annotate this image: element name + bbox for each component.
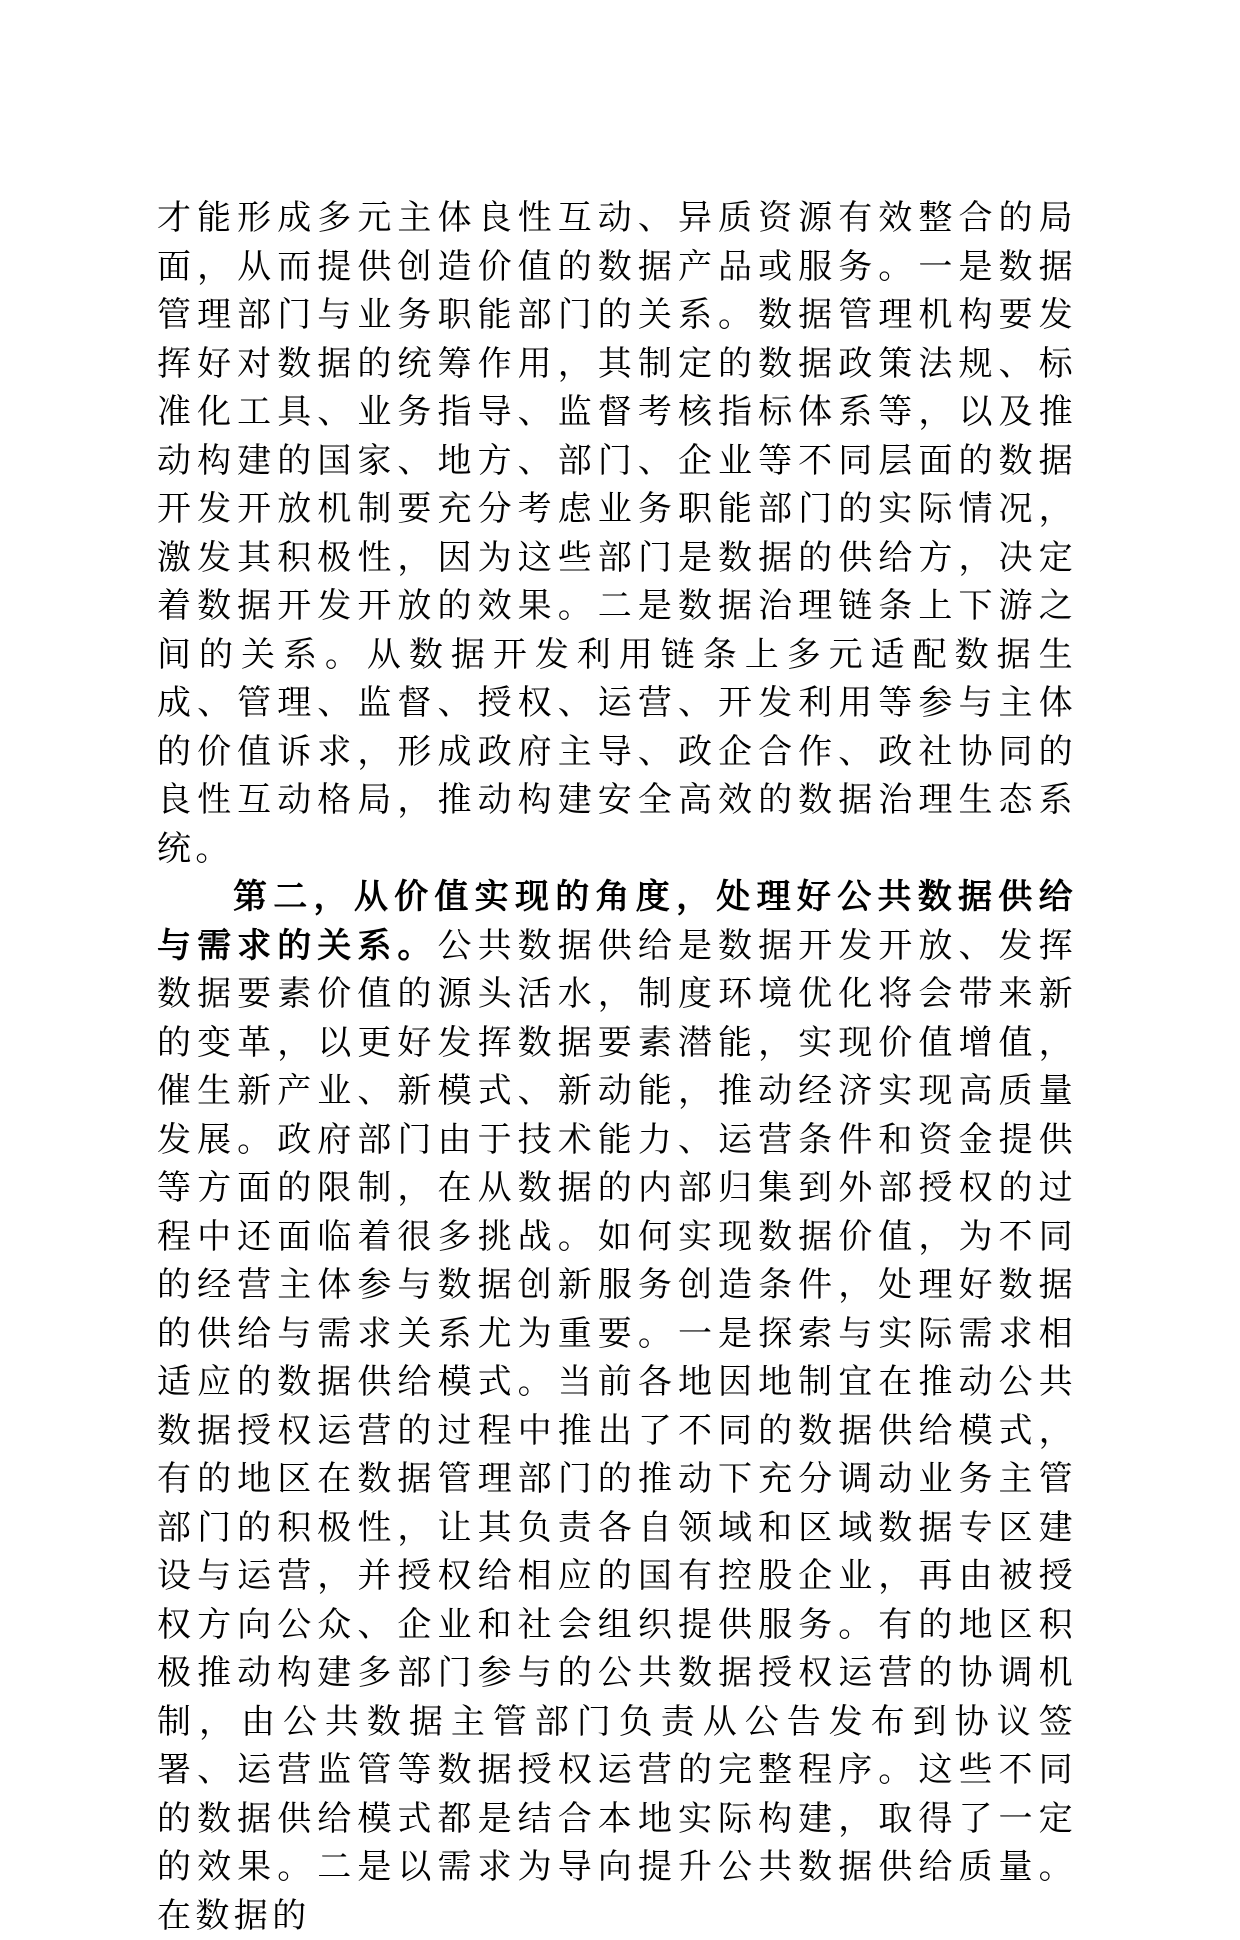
paragraph-heading: 第二，从价值实现的角度，处理好公共数据供给与需求的关系。 [157, 877, 1077, 966]
paragraph-second-point [157, 873, 1077, 1940]
document-body [157, 194, 1077, 1940]
paragraph-body: 公共数据供给是数据开发开放、发挥数据要素价值的源头活水，制度环境优化将会带来新的变革，以更好发挥数据要素潜能，实现价值增值，催生新产业、新模式、新动能，推动经济实现高质量发展。政府部门由于技术能力、运营条件和资金提供等方面的限制，在从数据的内部归集到外部授权的过程中还面临着很多挑战。如何实现数据价值，为不同的经营主体参与数据创新服务创造条件，处理好数据的供给与需求关系尤为重要。一是探索与实际需求相适应的数据供给模式。当前各地因地制宜在推动公共数据授权运营的过程中推出了不同的数据供给模式，有的地区在数据管理部门的推动下充分调动业务主管部门的积极性，让其负责各自领域和区域数据专区建设与运营，并授权给相应的国有控股企业，再由被授权方向公众、企业和社会组织提供服务。有的地区积极推动构建多部门参与的公共数据授权运营的协调机制，由公共数据主管部门负责从公告发布到协议签署、运营监管等数据授权运营的完整程序。这些不同的数据供给模式都是结合本地实际构建，取得了一定的效果。二是以需求为导向提升公共数据供给质量。在数据的 [157, 925, 1077, 1936]
paragraph-continuation: 才能形成多元主体良性互动、异质资源有效整合的局面，从而提供创造价值的数据产品或服务。一是数据管理部门与业务职能部门的关系。数据管理机构要发挥好对数据的统筹作用，其制定的数据政策法规、标准化工具、业务指导、监督考核指标体系等，以及推动构建的国家、地方、部门、企业等不同层面的数据开发开放机制要充分考虑业务职能部门的实际情况，激发其积极性，因为这些部门是数据的供给方，决定着数据开发开放的效果。二是数据治理链条上下游之间的关系。从数据开发利用链条上多元适配数据生成、管理、监督、授权、运营、开发利用等参与主体的价值诉求，形成政府主导、政企合作、政社协同的良性互动格局，推动构建安全高效的数据治理生态系统。 [157, 198, 1077, 869]
